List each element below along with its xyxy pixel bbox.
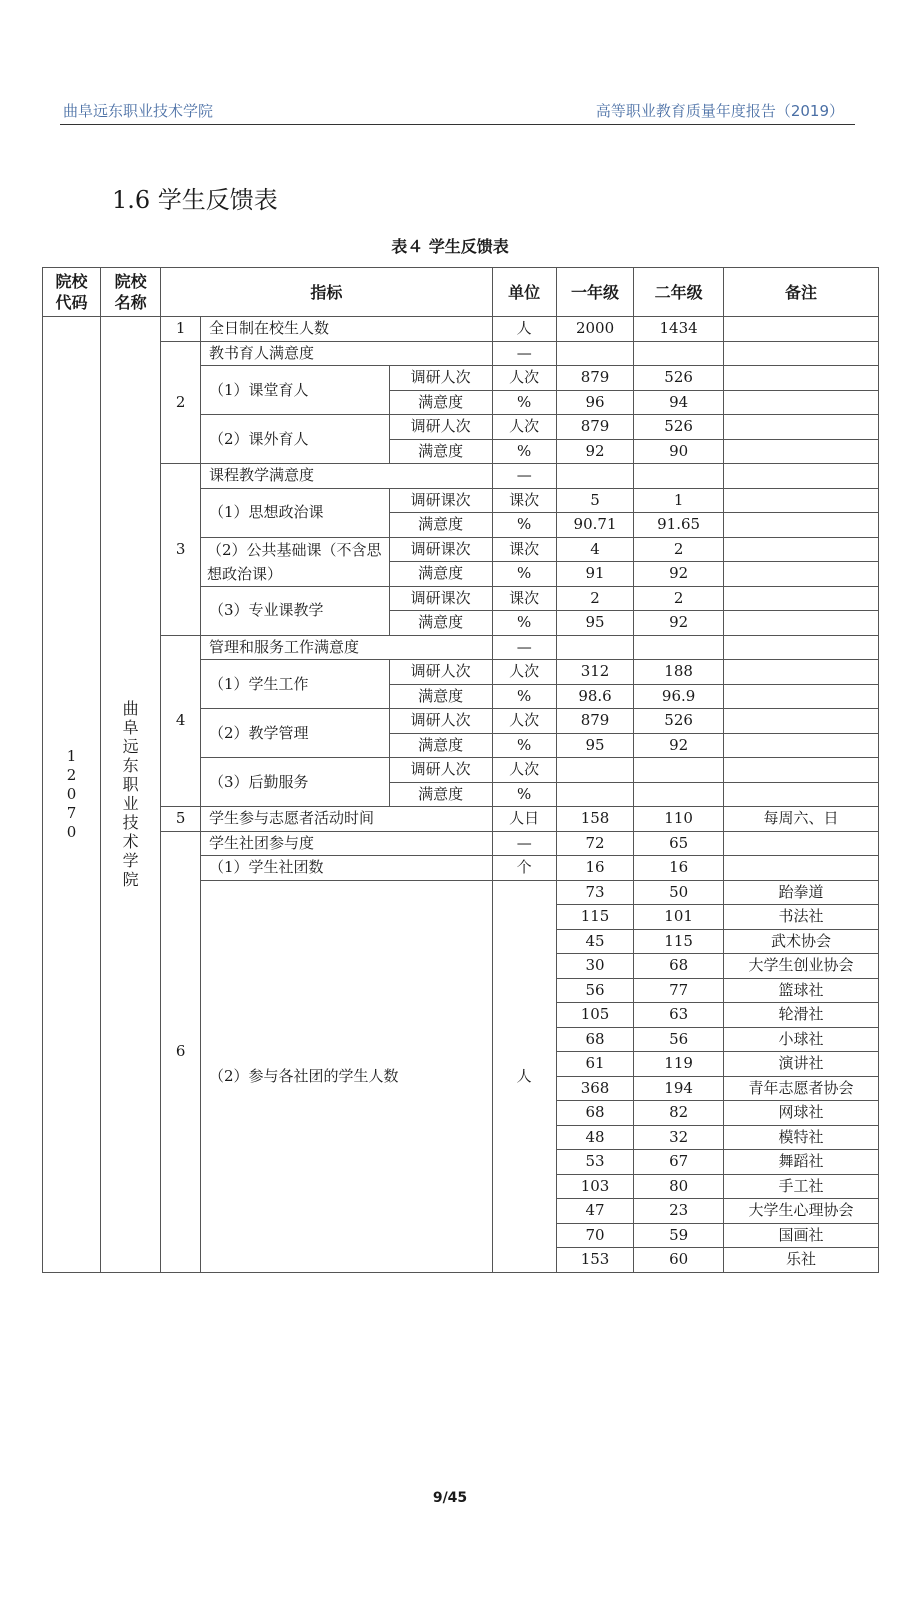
grade2-cell: 50 xyxy=(634,880,724,905)
grade2-cell: 94 xyxy=(634,390,724,415)
unit-cell: 人次 xyxy=(492,415,556,440)
note-cell xyxy=(723,733,878,758)
grade1-cell: 92 xyxy=(556,439,633,464)
grade2-cell: 194 xyxy=(634,1076,724,1101)
grade1-cell: 879 xyxy=(556,709,633,734)
club-name: 模特社 xyxy=(723,1125,878,1150)
grade1-cell xyxy=(556,635,633,660)
grade1-cell: 95 xyxy=(556,611,633,636)
grade1-cell: 90.71 xyxy=(556,513,633,538)
header-report-title: 高等职业教育质量年度报告（2019） xyxy=(595,102,844,120)
table-row xyxy=(43,807,879,832)
col-header-note: 备注 xyxy=(723,268,878,317)
grade1-cell: 68 xyxy=(556,1027,633,1052)
note-cell xyxy=(723,586,878,611)
grade1-cell: 91 xyxy=(556,562,633,587)
club-name: 演讲社 xyxy=(723,1052,878,1077)
school-code-cell: 1 2 0 7 0 xyxy=(43,317,101,1273)
metric-label: 满意度 xyxy=(389,513,492,538)
row-number: 4 xyxy=(161,635,201,807)
unit-cell: 课次 xyxy=(492,488,556,513)
grade1-cell xyxy=(556,341,633,366)
grade2-cell xyxy=(634,782,724,807)
school-name-cell: 曲 阜 远 东 职 业 技 术 学 院 xyxy=(101,317,161,1273)
row-number: 1 xyxy=(161,317,201,342)
club-name: 青年志愿者协会 xyxy=(723,1076,878,1101)
page-number: 9/45 xyxy=(432,1490,468,1506)
grade1-cell: 73 xyxy=(556,880,633,905)
grade1-cell: 368 xyxy=(556,1076,633,1101)
unit-cell: 课次 xyxy=(492,537,556,562)
grade1-cell xyxy=(556,782,633,807)
club-name: 国画社 xyxy=(723,1223,878,1248)
metric-label: 满意度 xyxy=(389,562,492,587)
club-name: 书法社 xyxy=(723,905,878,930)
unit-cell: — xyxy=(492,464,556,489)
row-number: 6 xyxy=(161,831,201,1272)
note-cell xyxy=(723,856,878,881)
unit-cell: — xyxy=(492,635,556,660)
unit-cell: 人次 xyxy=(492,660,556,685)
club-name: 篮球社 xyxy=(723,978,878,1003)
grade1-cell: 153 xyxy=(556,1248,633,1273)
note-cell xyxy=(723,415,878,440)
club-name: 手工社 xyxy=(723,1174,878,1199)
grade2-cell: 92 xyxy=(634,733,724,758)
metric-label: 满意度 xyxy=(389,782,492,807)
grade2-cell: 119 xyxy=(634,1052,724,1077)
grade1-cell: 312 xyxy=(556,660,633,685)
indicator-label: 教书育人满意度 xyxy=(201,341,493,366)
unit-cell: % xyxy=(492,684,556,709)
grade2-cell xyxy=(634,464,724,489)
unit-cell: 个 xyxy=(492,856,556,881)
section-title: 1.6 学生反馈表 xyxy=(112,186,278,214)
club-name: 舞蹈社 xyxy=(723,1150,878,1175)
feedback-table xyxy=(42,267,879,1273)
col-header-name: 院校 名称 xyxy=(101,268,161,317)
grade2-cell: 16 xyxy=(634,856,724,881)
note-cell xyxy=(723,709,878,734)
grade1-cell: 2000 xyxy=(556,317,633,342)
unit-cell: 人次 xyxy=(492,758,556,783)
grade1-cell: 61 xyxy=(556,1052,633,1077)
unit-cell: — xyxy=(492,341,556,366)
indicator-label: 管理和服务工作满意度 xyxy=(201,635,493,660)
note-cell: 每周六、日 xyxy=(723,807,878,832)
note-cell xyxy=(723,439,878,464)
grade2-cell: 526 xyxy=(634,415,724,440)
unit-cell: 人次 xyxy=(492,366,556,391)
sub-indicator-label: （2）参与各社团的学生人数 xyxy=(201,880,493,1272)
grade1-cell: 98.6 xyxy=(556,684,633,709)
sub-indicator-label: （3）专业课教学 xyxy=(201,586,390,635)
col-header-grade2: 二年级 xyxy=(634,268,724,317)
unit-cell: % xyxy=(492,733,556,758)
grade1-cell: 30 xyxy=(556,954,633,979)
grade2-cell xyxy=(634,341,724,366)
sub-indicator-label: （1）思想政治课 xyxy=(201,488,390,537)
grade2-cell: 68 xyxy=(634,954,724,979)
metric-label: 调研课次 xyxy=(389,586,492,611)
metric-label: 调研课次 xyxy=(389,537,492,562)
unit-cell: 人 xyxy=(492,317,556,342)
grade1-cell: 45 xyxy=(556,929,633,954)
grade2-cell xyxy=(634,758,724,783)
grade1-cell: 47 xyxy=(556,1199,633,1224)
club-name: 跆拳道 xyxy=(723,880,878,905)
grade2-cell: 90 xyxy=(634,439,724,464)
grade1-cell xyxy=(556,758,633,783)
grade2-cell: 23 xyxy=(634,1199,724,1224)
note-cell xyxy=(723,782,878,807)
grade1-cell: 879 xyxy=(556,366,633,391)
header-divider xyxy=(60,124,855,125)
table-caption: 表４ 学生反馈表 xyxy=(391,237,509,256)
note-cell xyxy=(723,660,878,685)
grade2-cell: 1 xyxy=(634,488,724,513)
unit-cell: % xyxy=(492,611,556,636)
indicator-label: 学生参与志愿者活动时间 xyxy=(201,807,493,832)
note-cell xyxy=(723,537,878,562)
row-number: 3 xyxy=(161,464,201,636)
metric-label: 满意度 xyxy=(389,390,492,415)
grade2-cell: 59 xyxy=(634,1223,724,1248)
grade2-cell: 2 xyxy=(634,537,724,562)
grade1-cell: 53 xyxy=(556,1150,633,1175)
note-cell xyxy=(723,464,878,489)
table-row xyxy=(43,341,879,366)
grade1-cell: 879 xyxy=(556,415,633,440)
col-header-unit: 单位 xyxy=(492,268,556,317)
metric-label: 满意度 xyxy=(389,439,492,464)
row-number: 5 xyxy=(161,807,201,832)
note-cell xyxy=(723,611,878,636)
unit-cell: — xyxy=(492,831,556,856)
indicator-label: 学生社团参与度 xyxy=(201,831,493,856)
table-row xyxy=(43,635,879,660)
note-cell xyxy=(723,390,878,415)
grade2-cell: 110 xyxy=(634,807,724,832)
grade1-cell: 56 xyxy=(556,978,633,1003)
note-cell xyxy=(723,684,878,709)
sub-indicator-label: （1）学生工作 xyxy=(201,660,390,709)
grade2-cell: 188 xyxy=(634,660,724,685)
note-cell xyxy=(723,317,878,342)
grade1-cell: 95 xyxy=(556,733,633,758)
grade2-cell: 32 xyxy=(634,1125,724,1150)
grade2-cell: 96.9 xyxy=(634,684,724,709)
table-row xyxy=(43,831,879,856)
unit-cell: % xyxy=(492,782,556,807)
metric-label: 满意度 xyxy=(389,733,492,758)
table-row xyxy=(43,317,879,342)
club-name: 武术协会 xyxy=(723,929,878,954)
metric-label: 满意度 xyxy=(389,611,492,636)
indicator-label: 课程教学满意度 xyxy=(201,464,493,489)
sub-indicator-label: （1）课堂育人 xyxy=(201,366,390,415)
unit-cell: 课次 xyxy=(492,586,556,611)
note-cell xyxy=(723,366,878,391)
club-name: 大学生心理协会 xyxy=(723,1199,878,1224)
club-name: 大学生创业协会 xyxy=(723,954,878,979)
indicator-label: 全日制在校生人数 xyxy=(201,317,493,342)
grade1-cell: 48 xyxy=(556,1125,633,1150)
sub-indicator-label: （2）公共基础课（不含思想政治课） xyxy=(201,537,390,586)
grade2-cell: 91.65 xyxy=(634,513,724,538)
grade1-cell: 103 xyxy=(556,1174,633,1199)
note-cell xyxy=(723,758,878,783)
grade1-cell: 5 xyxy=(556,488,633,513)
col-header-grade1: 一年级 xyxy=(556,268,633,317)
metric-label: 调研人次 xyxy=(389,366,492,391)
note-cell xyxy=(723,488,878,513)
grade2-cell: 92 xyxy=(634,611,724,636)
grade1-cell: 72 xyxy=(556,831,633,856)
metric-label: 调研人次 xyxy=(389,758,492,783)
grade2-cell: 2 xyxy=(634,586,724,611)
note-cell xyxy=(723,562,878,587)
grade1-cell: 16 xyxy=(556,856,633,881)
col-header-code: 院校 代码 xyxy=(43,268,101,317)
unit-cell: % xyxy=(492,439,556,464)
grade2-cell: 65 xyxy=(634,831,724,856)
unit-cell: % xyxy=(492,513,556,538)
sub-indicator-label: （2）教学管理 xyxy=(201,709,390,758)
grade2-cell: 526 xyxy=(634,366,724,391)
metric-label: 调研人次 xyxy=(389,415,492,440)
grade2-cell: 115 xyxy=(634,929,724,954)
grade2-cell: 63 xyxy=(634,1003,724,1028)
metric-label: 满意度 xyxy=(389,684,492,709)
note-cell xyxy=(723,513,878,538)
unit-cell: 人次 xyxy=(492,709,556,734)
col-header-indicator: 指标 xyxy=(161,268,492,317)
grade2-cell: 82 xyxy=(634,1101,724,1126)
table-row xyxy=(43,464,879,489)
grade2-cell: 101 xyxy=(634,905,724,930)
note-cell xyxy=(723,635,878,660)
metric-label: 调研人次 xyxy=(389,709,492,734)
grade2-cell: 526 xyxy=(634,709,724,734)
grade2-cell: 77 xyxy=(634,978,724,1003)
sub-indicator-label: （3）后勤服务 xyxy=(201,758,390,807)
sub-indicator-label: （2）课外育人 xyxy=(201,415,390,464)
club-name: 轮滑社 xyxy=(723,1003,878,1028)
grade2-cell xyxy=(634,635,724,660)
grade1-cell: 96 xyxy=(556,390,633,415)
grade1-cell: 2 xyxy=(556,586,633,611)
grade2-cell: 56 xyxy=(634,1027,724,1052)
note-cell xyxy=(723,831,878,856)
grade1-cell xyxy=(556,464,633,489)
unit-cell: % xyxy=(492,390,556,415)
grade2-cell: 80 xyxy=(634,1174,724,1199)
grade1-cell: 4 xyxy=(556,537,633,562)
grade1-cell: 158 xyxy=(556,807,633,832)
club-name: 乐社 xyxy=(723,1248,878,1273)
unit-cell: % xyxy=(492,562,556,587)
grade2-cell: 92 xyxy=(634,562,724,587)
metric-label: 调研课次 xyxy=(389,488,492,513)
note-cell xyxy=(723,341,878,366)
row-number: 2 xyxy=(161,341,201,464)
grade2-cell: 60 xyxy=(634,1248,724,1273)
club-name: 小球社 xyxy=(723,1027,878,1052)
grade2-cell: 67 xyxy=(634,1150,724,1175)
sub-indicator-label: （1）学生社团数 xyxy=(201,856,493,881)
grade1-cell: 70 xyxy=(556,1223,633,1248)
grade1-cell: 105 xyxy=(556,1003,633,1028)
grade2-cell: 1434 xyxy=(634,317,724,342)
club-name: 网球社 xyxy=(723,1101,878,1126)
table-header-row xyxy=(43,268,879,317)
metric-label: 调研人次 xyxy=(389,660,492,685)
grade1-cell: 68 xyxy=(556,1101,633,1126)
unit-cell: 人 xyxy=(492,880,556,1272)
unit-cell: 人日 xyxy=(492,807,556,832)
grade1-cell: 115 xyxy=(556,905,633,930)
header-school-name: 曲阜远东职业技术学院 xyxy=(63,102,214,120)
